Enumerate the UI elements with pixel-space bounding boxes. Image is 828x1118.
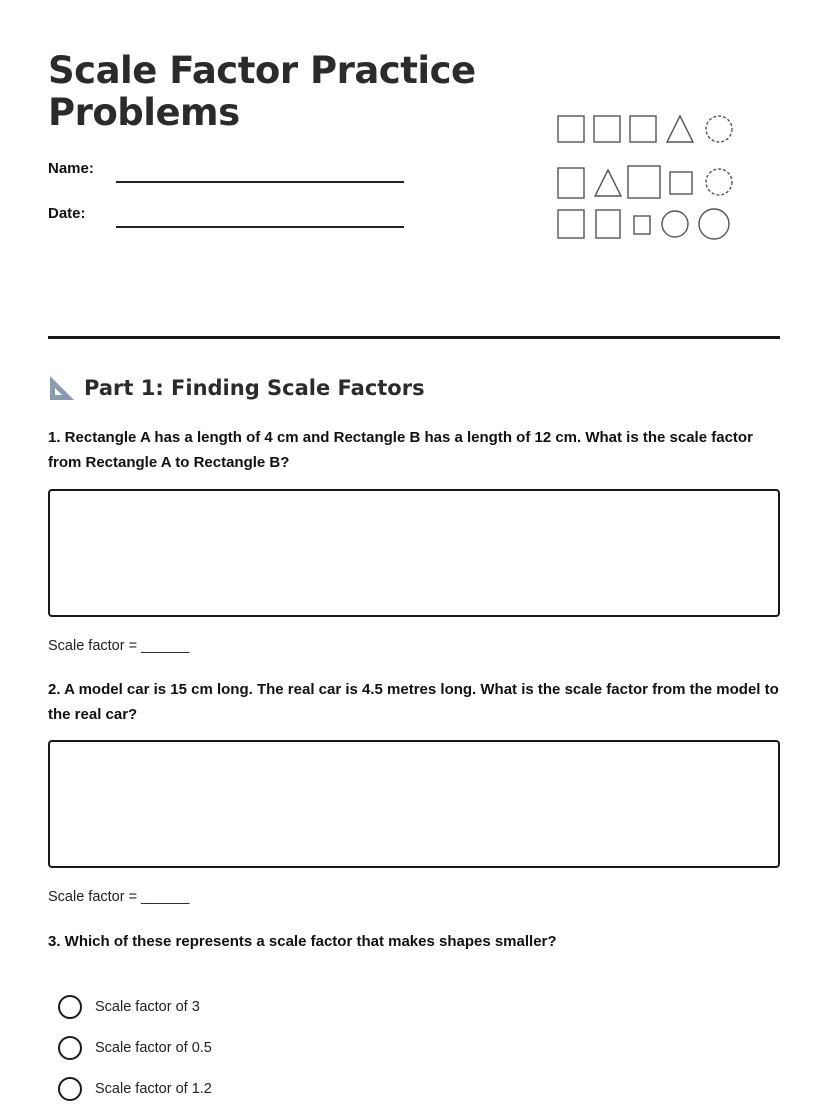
question-3-option-3[interactable] <box>58 1076 212 1102</box>
worksheet-page <box>48 0 780 1118</box>
shape-square <box>558 116 584 142</box>
shape-square <box>630 116 656 142</box>
question-1-answer-box[interactable] <box>48 489 780 617</box>
question-3-option-1[interactable] <box>58 994 200 1020</box>
shape-square <box>558 210 584 238</box>
option-label: Scale factor of 1.2 <box>95 1081 212 1097</box>
section-divider <box>48 336 780 339</box>
name-label: Name: <box>48 160 94 177</box>
date-field <box>48 205 408 235</box>
geometric-shapes-icon <box>556 112 738 242</box>
question-1-text: 1. Rectangle A has a length of 4 cm and Rectangle B has a length of 12 cm. What is the scale factor from Rectangle A to Rectangle B? <box>48 429 753 471</box>
shape-triangle <box>667 116 693 142</box>
question-3-text: 3. Which of these represents a scale factor that makes shapes smaller? <box>48 933 557 950</box>
radio-button[interactable] <box>58 1036 82 1060</box>
part1-title: Part 1: Finding Scale Factors <box>84 376 425 400</box>
shape-square <box>596 210 620 238</box>
radio-button[interactable] <box>58 1077 82 1101</box>
shape-triangle <box>595 170 621 196</box>
question-3-option-2[interactable] <box>58 1035 212 1061</box>
name-input-line[interactable] <box>116 181 404 183</box>
question-2-answer-box[interactable] <box>48 740 780 868</box>
date-input-line[interactable] <box>116 226 404 228</box>
question-1-hint: Scale factor = ______ <box>48 638 190 654</box>
part1-heading <box>48 372 425 404</box>
option-label: Scale factor of 3 <box>95 999 200 1015</box>
shape-dashed-circle <box>706 116 732 142</box>
radio-button[interactable] <box>58 995 82 1019</box>
name-field <box>48 160 408 190</box>
shape-dashed-circle <box>706 169 732 195</box>
date-label: Date: <box>48 205 86 222</box>
shape-square <box>628 166 660 198</box>
option-label: Scale factor of 0.5 <box>95 1040 212 1056</box>
shape-circle <box>662 211 688 237</box>
shape-square <box>594 116 620 142</box>
question-2-text: 2. A model car is 15 cm long. The real car is 4.5 metres long. What is the scale factor from the model to the real car? <box>48 681 779 723</box>
question-2-hint: Scale factor = ______ <box>48 889 190 905</box>
shape-circle <box>699 209 729 239</box>
shape-small-square <box>634 216 650 234</box>
shape-small-square <box>670 172 692 194</box>
page-title: Scale Factor Practice Problems <box>48 49 476 134</box>
set-square-icon <box>48 374 76 402</box>
shape-square <box>558 168 584 198</box>
